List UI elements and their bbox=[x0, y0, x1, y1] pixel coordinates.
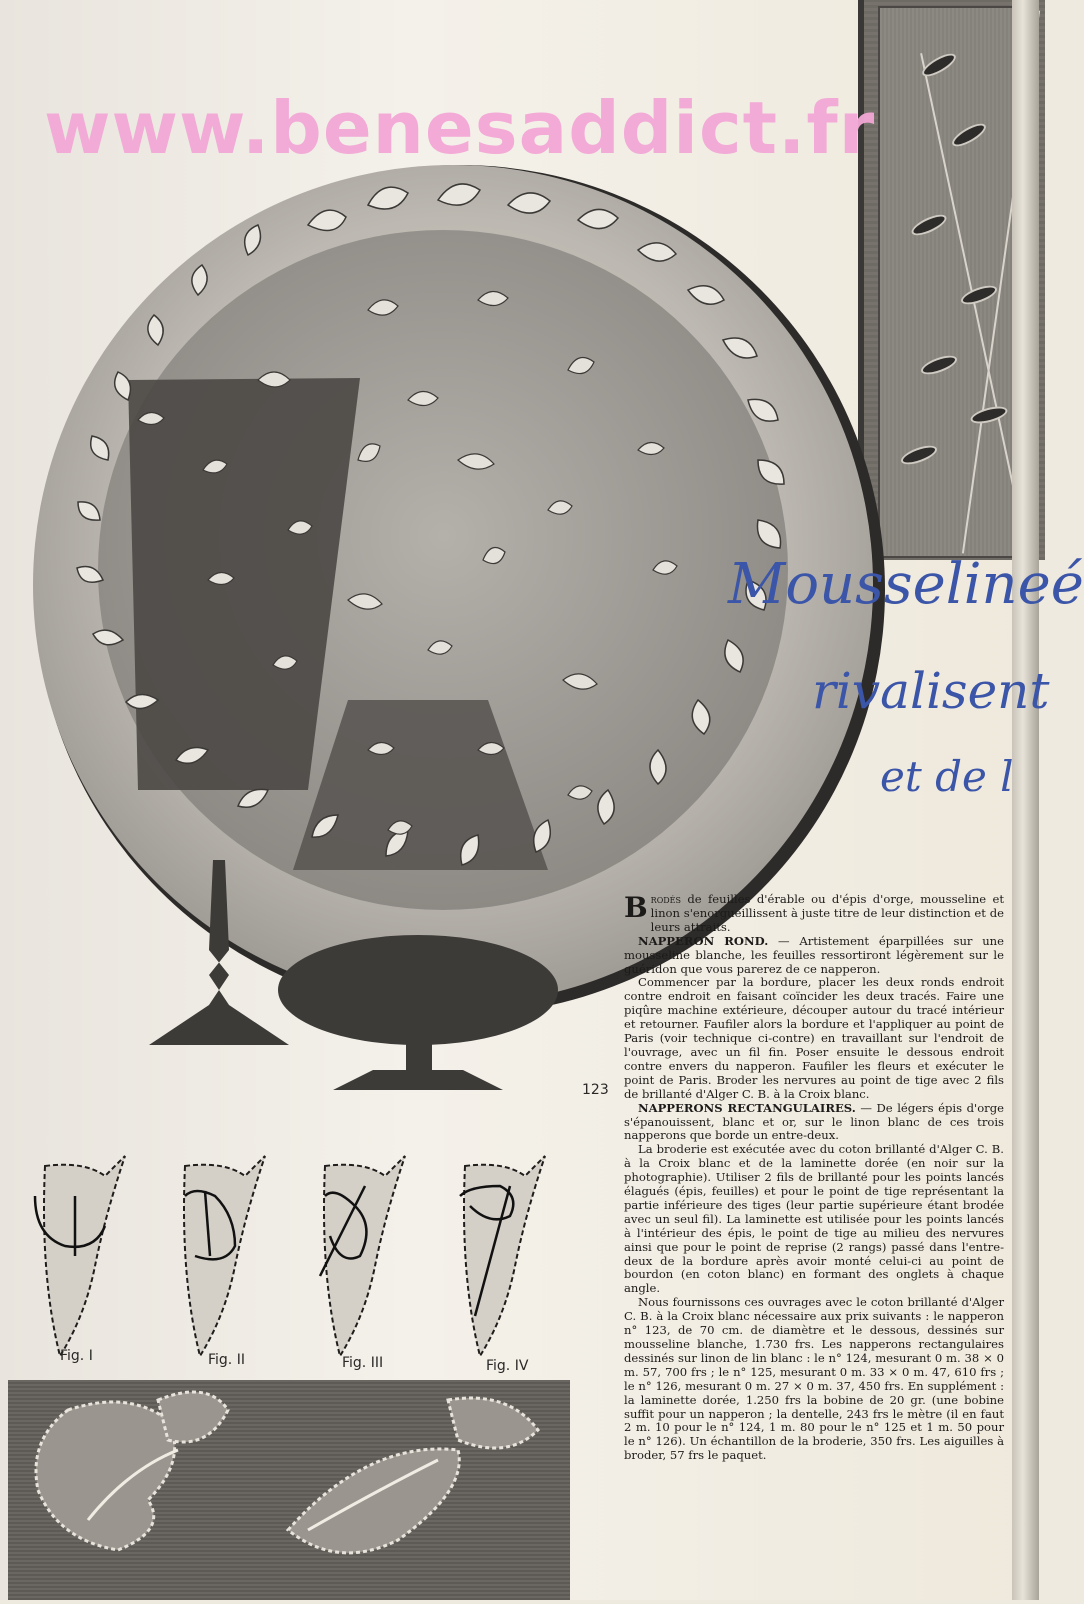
fig-label-4: Fig. IV bbox=[486, 1358, 529, 1374]
fig-label-3: Fig. III bbox=[342, 1355, 384, 1371]
dropcap: B bbox=[624, 891, 648, 924]
paragraph-instructions: Commencer par la bordure, placer les deux ronds endroit contre endroit en faisant coïncider les deux tracés. Faire une piqûre machine extérieure, découper autour du tracé intérieur et retourner. Faufiler alors la bordure et l'appliquer au point de Paris (voir technique ci-contre) en travaillant sur l'endroit de l'ouvrage, avec un fil fin. Poser ensuite le dessous endroit contre envers du napperon. Faufiler les fleurs et exécuter le point de Paris. Broder les nervures au point de tige avec 2 fils de brillanté d'Alger C. B. à la Croix blanc. bbox=[624, 975, 1004, 1101]
section-napperons-rectangulaires bbox=[624, 1102, 1004, 1144]
section1-text: — Artistement éparpillées sur une mousseline blanche, les feuilles ressortiront légèrement sur le guéridon que vous parerez de ce napperon. bbox=[624, 933, 1004, 976]
section1-heading: NAPPERON ROND. bbox=[638, 933, 769, 948]
page-edge bbox=[1012, 0, 1039, 1600]
title-line1-suffix: é bbox=[1050, 552, 1084, 617]
paragraph-prices: Nous fournissons ces ouvrages avec le coton brillanté d'Alger C. B. à la Croix blanc nécessaire aux prix suivants : le napperon n° 123, de 70 cm. de diamètre et le dessous, dessinés sur mousseline blanche, 1.730 frs. Les napperons rectangulaires dessinés sur linon de lin blanc : le n° 124, mesurant 0 m. 38 × 0 m. 57, 700 frs ; le n° 125, mesurant 0 m. 33 × 0 m. 47, 610 frs ; le n° 126, mesurant 0 m. 27 × 0 m. 37, 450 frs. En supplément : la laminette dorée, 1.250 frs la bobine de 20 gr. (une bobine suffit pour un napperon ; la dentelle, 243 frs le mètre (il en faut 2 m. 10 pour le n° 124, 1 m. 80 pour le n° 125 et 1 m. 50 pour le n° 126). Un échantillon de la broderie, 350 frs. Les aiguilles à broder, 57 frs le paquet. bbox=[624, 1295, 1004, 1463]
intro-paragraph bbox=[624, 893, 1004, 935]
section2-text: — De légers épis d'orge s'épanouissent, blanc et or, sur le linon blanc de ces trois napperons que borde un entre-deux. bbox=[624, 1100, 1004, 1143]
paragraph-broderie: La broderie est exécutée avec du coton brillanté d'Alger C. B. à la Croix blanc et de la laminette dorée (en noir sur la photographie). Utiliser 2 fils de brillanté pour les points lancés élagués (épis, feuilles) et pour le point de tige représentant la partie inférieure des tiges (leur partie supérieure étant brodée avec un seul fil). La laminette est utilisée pour les points lancés à l'intérieur des épis, le point de tige au milieu des nervures ainsi que pour le point de reprise (2 rangs) passé dans l'entre-deux de la bordure après avoir monté celui-ci au point de bourdon (en coton blanc) en formant des onglets à chaque angle. bbox=[624, 1142, 1004, 1296]
figure-number: 123 bbox=[582, 1082, 609, 1098]
intro-text: de feuilles d'érable ou d'épis d'orge, mousseline et linon s'enorgueillissent à juste titre de leur distinction et de leurs attraits. bbox=[650, 892, 1004, 934]
fig-label-2: Fig. II bbox=[208, 1352, 245, 1368]
stitch-diagrams bbox=[20, 1156, 610, 1366]
fig-label-1: Fig. I bbox=[60, 1348, 93, 1364]
title-line1-text: Mousseline bbox=[728, 552, 1051, 617]
title-line1 bbox=[728, 552, 1084, 617]
section-napperon-rond bbox=[624, 935, 1004, 977]
title-line2: rivalisent bbox=[812, 662, 1050, 720]
section2-heading: NAPPERONS RECTANGULAIRES. bbox=[638, 1100, 856, 1115]
article-text bbox=[624, 893, 1004, 1463]
intro-caps: rodés bbox=[650, 892, 681, 906]
watermark-url: www.benesaddict.fr bbox=[44, 86, 876, 170]
title-line3: et de l bbox=[880, 752, 1014, 801]
appliqué-detail-photo bbox=[8, 1380, 570, 1600]
stitch-figures bbox=[20, 1156, 610, 1396]
applique-leaves bbox=[8, 1380, 570, 1600]
